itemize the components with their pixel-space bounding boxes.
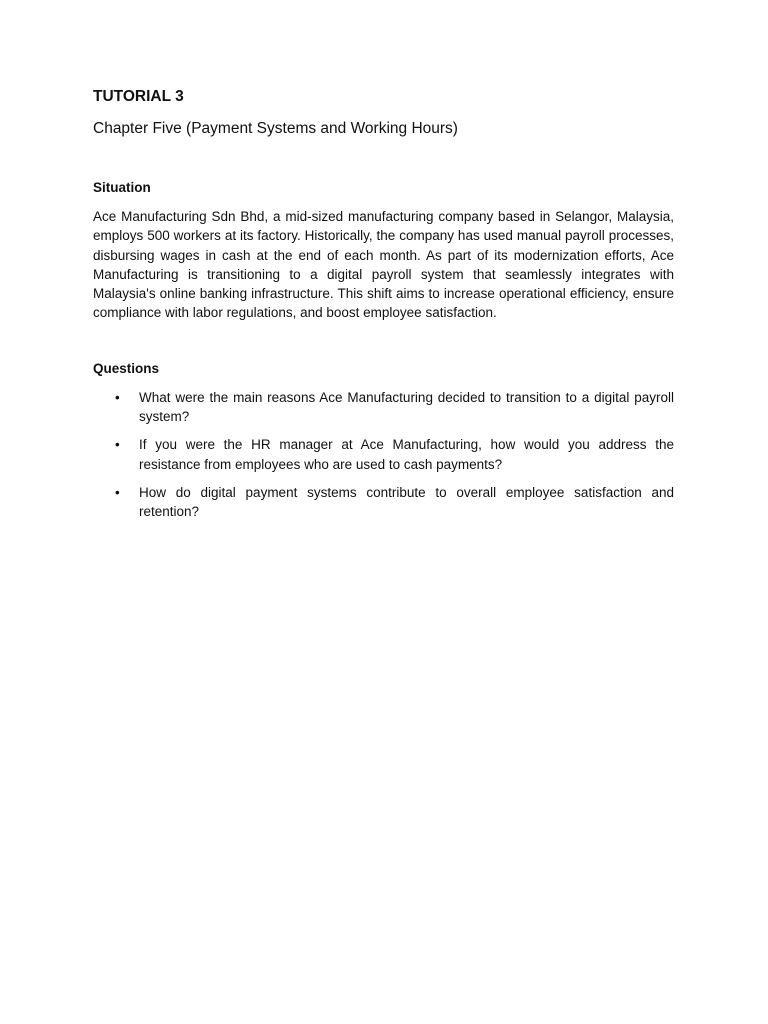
situation-heading: Situation [93,180,151,195]
document-subtitle: Chapter Five (Payment Systems and Working Hours) [93,120,458,137]
question-text: If you were the HR manager at Ace Manufacturing, how would you address the resistance from employees who are used to cash payments? [139,437,674,472]
bullet-icon: • [115,437,120,453]
bullet-icon: • [115,484,120,500]
question-list [93,388,674,522]
questions-heading: Questions [93,360,160,376]
bullet-icon: • [115,389,120,405]
list-item [93,388,674,427]
list-item [93,483,674,522]
questions-section [93,359,674,522]
list-item [93,435,674,474]
question-text: How do digital payment systems contribute to overall employee satisfaction and retention? [139,484,674,520]
document-title: TUTORIAL 3 [93,88,184,105]
question-text: What were the main reasons Ace Manufacturing decided to transition to a digital payroll system? [139,389,674,425]
document-page [93,86,674,531]
situation-paragraph: Ace Manufacturing Sdn Bhd, a mid-sized manufacturing company based in Selangor, Malaysia, employs 500 workers at its factory. Historically, the company has used manual payroll processes, disbursing wages in cash at the end of each month. As part of its modernization efforts, Ace Manufacturing is transitioning to a digital payroll system that seamlessly integrates with Malaysia's online banking infrastructure. This shift aims to increase operational efficiency, ensure compliance with labor regulations, and boost employee satisfaction. [93,209,674,321]
situation-section [93,178,674,323]
